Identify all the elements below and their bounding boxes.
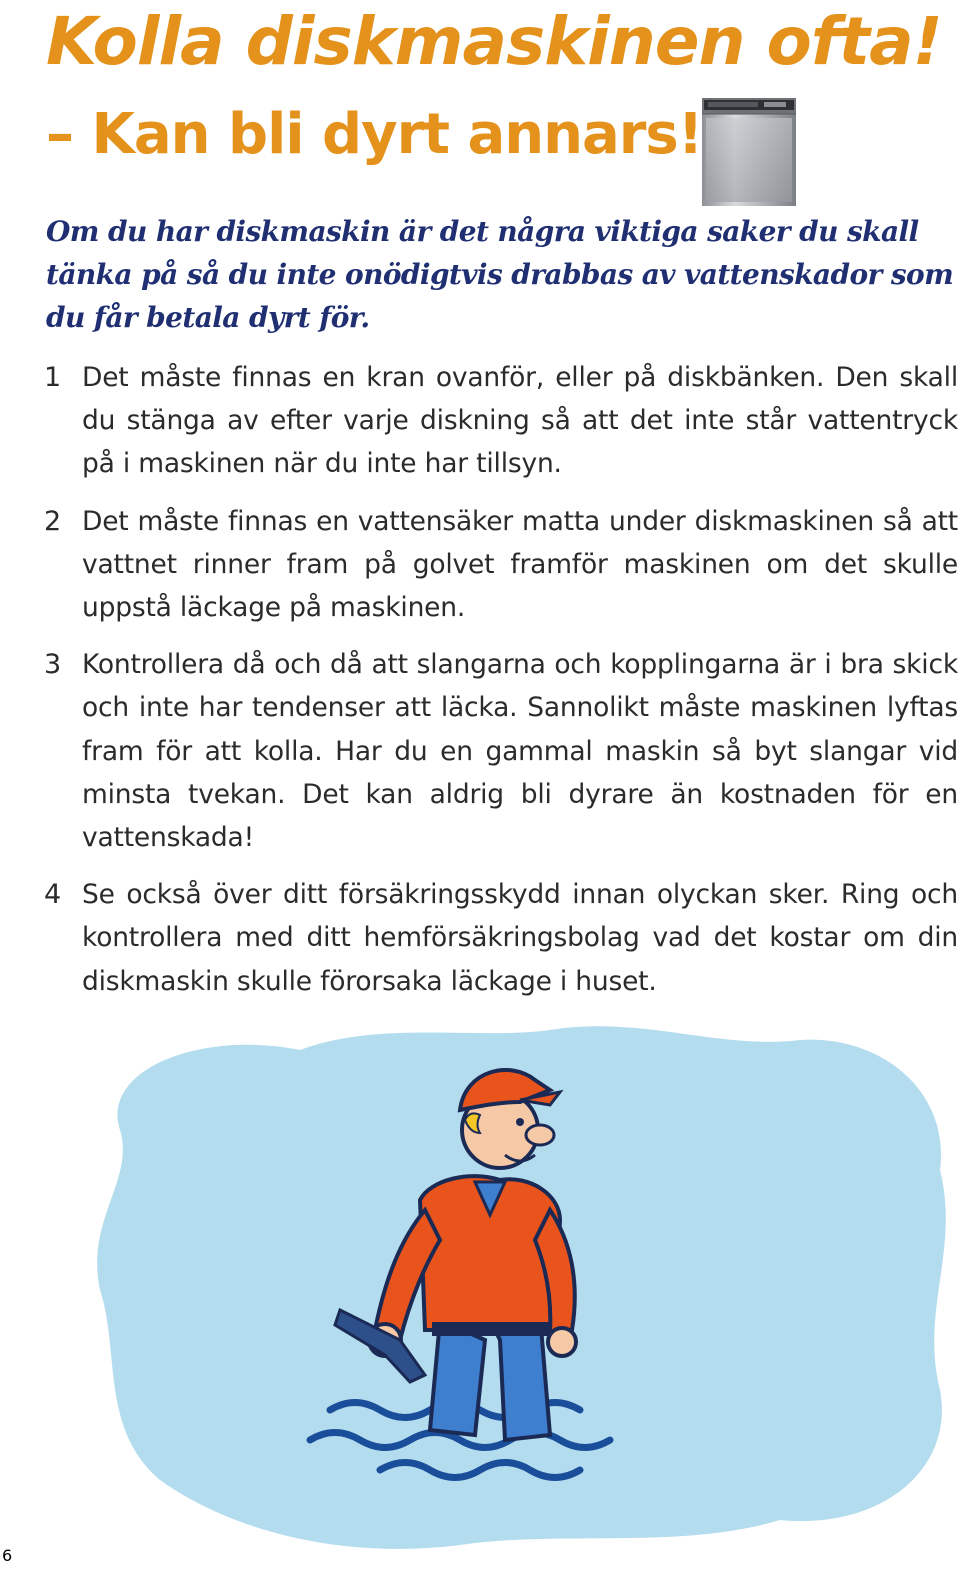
tips-list — [40, 356, 958, 1017]
item-number: 2 — [44, 505, 62, 537]
plumber-in-water-illustration — [80, 1010, 960, 1565]
page-subtitle: – Kan bli dyrt annars! — [46, 102, 703, 167]
list-item — [40, 873, 958, 1003]
intro-paragraph: Om du har diskmaskin är det några viktiga saker du skall tänka på så du inte onödigtvis drabbas av vattenskador som du får betala dyrt för. — [46, 215, 954, 334]
item-text: Det måste finnas en kran ovanför, eller på diskbänken. Den skall du stänga av efter varje diskning så att det inte står vattentryck på i maskinen när du inte har tillsyn. — [82, 362, 958, 480]
list-item — [40, 643, 958, 859]
page-number: 6 — [2, 1546, 13, 1565]
page-title: Kolla diskmaskinen ofta! — [46, 3, 942, 80]
item-text: Se också över ditt försäkringsskydd innan olyckan sker. Ring och kontrollera med ditt hemförsäkringsbolag vad det kostar om din diskmaskin skulle förorsaka läckage i huset. — [82, 879, 958, 997]
item-number: 3 — [44, 649, 62, 681]
item-number: 1 — [44, 362, 62, 393]
item-text: Kontrollera då och då att slangarna och kopplingarna är i bra skick och inte har tendenser att läcka. Sannolikt måste maskinen lyftas fram för att kolla. Har du en gammal maskin så byt slangar vid minsta tvekan. Det kan aldrig bli dyrare än kostnaden för en vattenskada! — [82, 649, 958, 854]
item-text: Det måste finnas en vattensäker matta under diskmaskinen så att vattnet rinner fram på golvet framför maskinen om det skulle uppstå läckage på maskinen. — [82, 505, 958, 624]
item-number: 4 — [44, 879, 62, 911]
dishwasher-image — [700, 96, 798, 208]
list-item — [40, 500, 958, 630]
list-item — [40, 356, 958, 486]
